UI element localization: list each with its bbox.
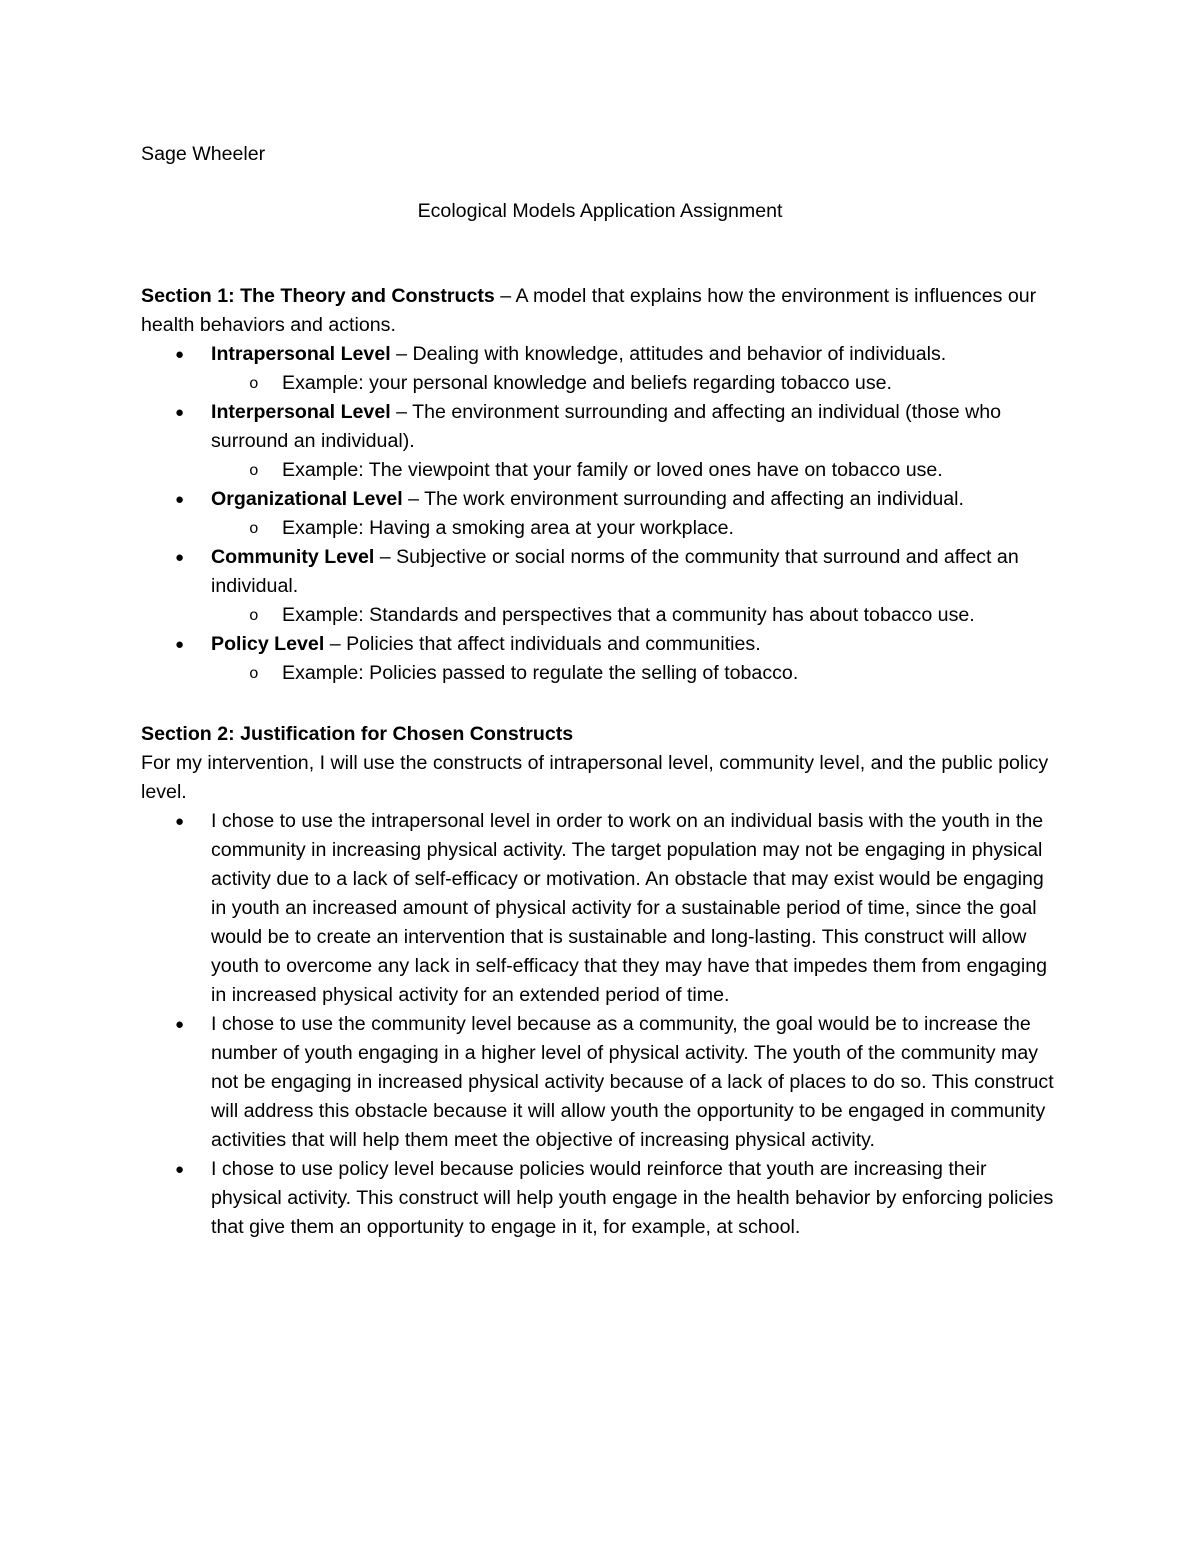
- example-text: Example: Policies passed to regulate the selling of tobacco.: [282, 662, 799, 684]
- bullet-icon: ●: [175, 1016, 185, 1033]
- justification-list: [141, 807, 1061, 1242]
- justification-item-intrapersonal: [141, 807, 1061, 1010]
- level-text: [211, 485, 1061, 514]
- sub-bullet-icon: o: [249, 462, 259, 480]
- bullet-icon: ●: [175, 813, 185, 830]
- level-name: Intrapersonal Level: [211, 343, 391, 365]
- level-example-community: [141, 601, 1061, 630]
- level-item-community: [141, 543, 1061, 601]
- section-1: [141, 282, 1061, 688]
- example-text: Example: The viewpoint that your family or loved ones have on tobacco use.: [282, 459, 943, 481]
- level-name: Interpersonal Level: [211, 401, 391, 423]
- bullet-icon: ●: [175, 549, 185, 566]
- bullet-icon: ●: [175, 346, 185, 363]
- section-1-intro: [141, 282, 1061, 340]
- level-description: – The work environment surrounding and affecting an individual.: [402, 488, 964, 510]
- level-description: – Subjective or social norms of the community that surround and affect an individual.: [211, 546, 1019, 597]
- level-description: – Policies that affect individuals and communities.: [324, 633, 761, 655]
- level-text: [211, 340, 1061, 369]
- bullet-icon: ●: [175, 491, 185, 508]
- level-name: Policy Level: [211, 633, 325, 655]
- level-example-organizational: [141, 514, 1061, 543]
- level-item-interpersonal: [141, 398, 1061, 456]
- section-1-heading: Section 1: The Theory and Constructs: [141, 285, 495, 307]
- level-item-organizational: [141, 485, 1061, 514]
- sub-bullet-icon: o: [249, 520, 259, 538]
- justification-text: I chose to use the intrapersonal level in order to work on an individual basis with the youth in the community in increasing physical activity. The target population may not be engaging in physical activity due to a lack of self-efficacy or motivation. An obstacle that may exist would be engaging in youth an increased amount of physical activity for a sustainable period of time, since the goal would be to create an intervention that is sustainable and long-lasting. This construct will allow youth to overcome any lack in self-efficacy that they may have that impedes them from engaging in increased physical activity for an extended period of time.: [211, 810, 1048, 1006]
- sub-bullet-icon: o: [249, 375, 259, 393]
- sub-bullet-icon: o: [249, 607, 259, 625]
- level-description: – Dealing with knowledge, attitudes and behavior of individuals.: [390, 343, 947, 365]
- example-text: Example: Having a smoking area at your workplace.: [282, 517, 734, 539]
- level-example-policy: [141, 659, 1061, 688]
- justification-item-community: [141, 1010, 1061, 1155]
- level-text: [211, 543, 1061, 601]
- section-2: [141, 720, 1061, 1242]
- level-description: – The environment surrounding and affecting an individual (those who surround an individual).: [211, 401, 1002, 452]
- document-title: Ecological Models Application Assignment: [417, 200, 783, 222]
- level-text: [211, 630, 1061, 659]
- level-name: Organizational Level: [211, 488, 403, 510]
- example-text: Example: your personal knowledge and beliefs regarding tobacco use.: [282, 372, 892, 394]
- level-example-interpersonal: [141, 456, 1061, 485]
- level-example-intrapersonal: [141, 369, 1061, 398]
- section-2-intro: For my intervention, I will use the constructs of intrapersonal level, community level, and the public policy level.: [141, 752, 1049, 803]
- level-item-intrapersonal: [141, 340, 1061, 369]
- bullet-icon: ●: [175, 404, 185, 421]
- section-2-heading: Section 2: Justification for Chosen Constructs: [141, 723, 574, 745]
- level-text: [211, 398, 1061, 456]
- section-1-intro-text: – A model that explains how the environment is influences our health behaviors and actions.: [141, 285, 1037, 336]
- levels-list: [141, 340, 1061, 688]
- justification-text: I chose to use the community level because as a community, the goal would be to increase the number of youth engaging in a higher level of physical activity. The youth of the community may not be engaging in increased physical activity because of a lack of places to do so. This construct will address this obstacle because it will allow youth the opportunity to be engaged in community activities that will help them meet the objective of increasing physical activity.: [211, 1013, 1054, 1151]
- justification-item-policy: [141, 1155, 1061, 1242]
- bullet-icon: ●: [175, 1161, 185, 1178]
- section-2-heading-line: [141, 720, 1061, 749]
- author-name: Sage Wheeler: [141, 143, 266, 165]
- bullet-icon: ●: [175, 636, 185, 653]
- justification-text: I chose to use policy level because policies would reinforce that youth are increasing their physical activity. This construct will help youth engage in the health behavior by enforcing policies that give them an opportunity to engage in it, for example, at school.: [211, 1158, 1054, 1238]
- example-text: Example: Standards and perspectives that a community has about tobacco use.: [282, 604, 975, 626]
- level-item-policy: [141, 630, 1061, 659]
- sub-bullet-icon: o: [249, 665, 259, 683]
- level-name: Community Level: [211, 546, 375, 568]
